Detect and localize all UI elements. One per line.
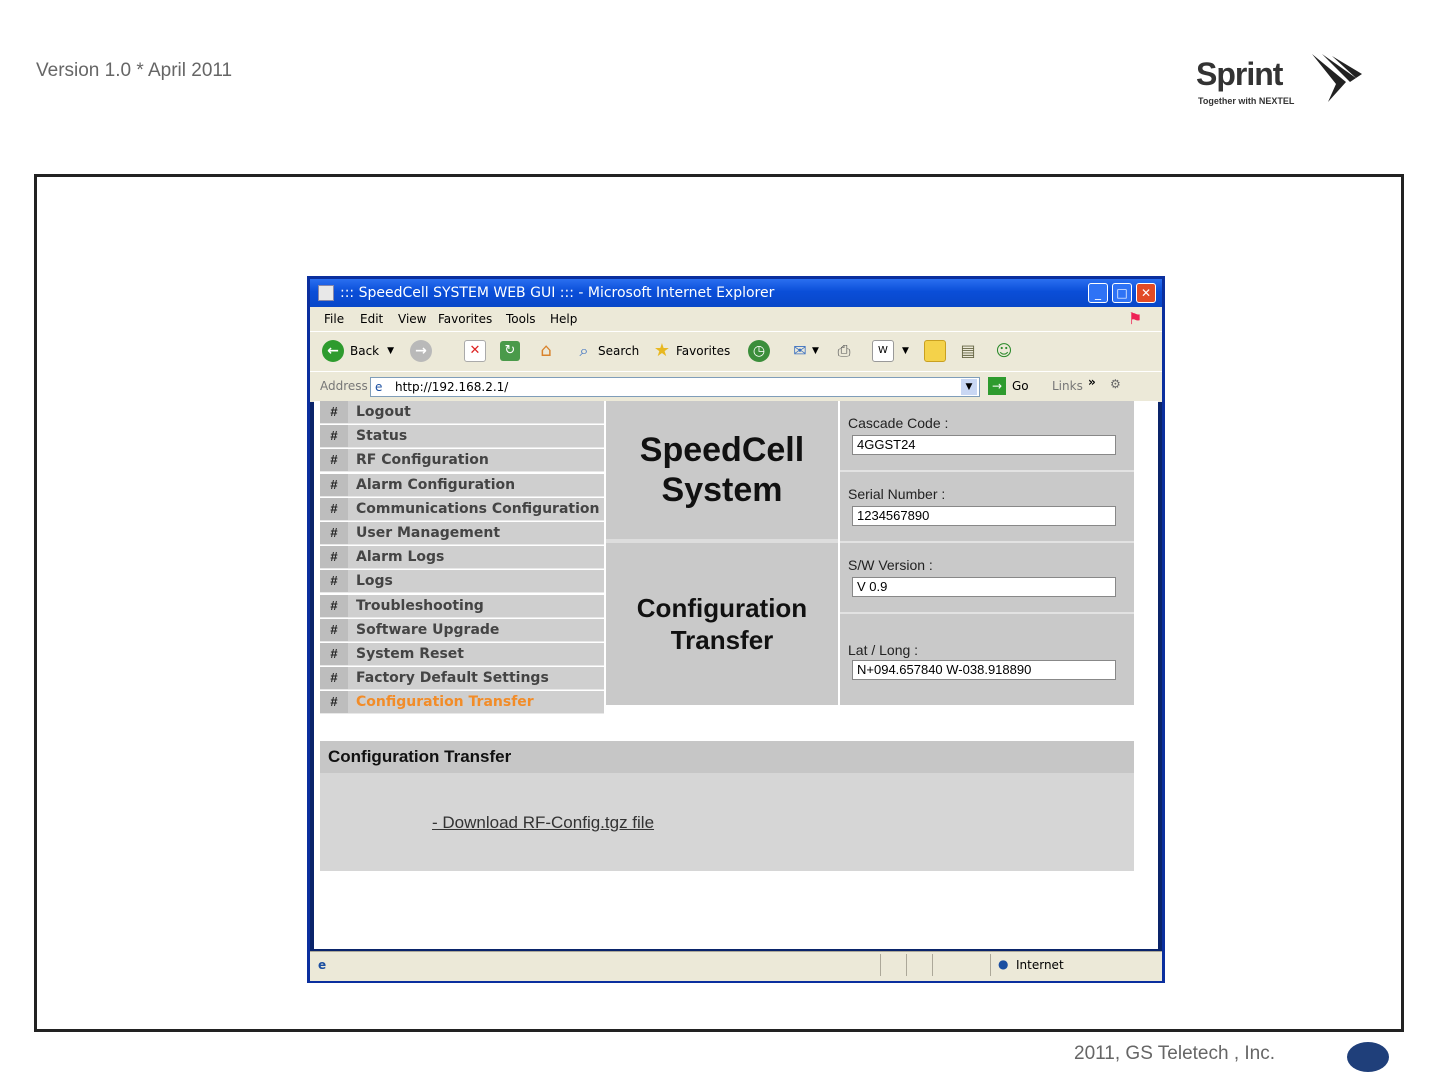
home-button[interactable] [536, 340, 556, 362]
zone-label: Internet [1016, 958, 1064, 972]
nav-item-label: Alarm Configuration [356, 476, 516, 493]
lat-long-label: Lat / Long : [848, 642, 919, 658]
version-text: Version 1.0 * April 2011 [36, 60, 233, 81]
address-label: Address [320, 379, 368, 393]
sw-version-cell [840, 543, 1134, 614]
page-number-badge [1347, 1042, 1389, 1072]
address-dropdown-icon[interactable]: ▼ [961, 379, 977, 395]
logo-tagline: Together with NEXTEL [1198, 96, 1295, 106]
forward-arrow-icon: → [410, 340, 432, 362]
nav-bullet: # [320, 449, 348, 471]
mail-button[interactable]: ✉ ▼ [790, 340, 819, 362]
nav-item[interactable] [320, 570, 604, 593]
page-heading [606, 543, 838, 705]
nav-item[interactable] [320, 425, 604, 448]
search-icon: ⌕ [579, 341, 589, 360]
research-button[interactable] [958, 340, 978, 362]
nav-item-label: Logs [356, 573, 393, 590]
print-icon: ⎙ [837, 341, 851, 360]
nav-bullet: # [320, 643, 348, 665]
nav-item[interactable] [320, 546, 604, 569]
note-icon [924, 340, 946, 362]
serial-number-field[interactable]: 1234567890 [852, 506, 1116, 526]
favorites-button[interactable] [652, 340, 730, 362]
back-arrow-icon: ← [322, 340, 344, 362]
nav-item-label: Communications Configuration [356, 500, 600, 517]
discuss-button[interactable] [924, 340, 946, 362]
go-button[interactable]: Go [1012, 379, 1029, 393]
menu-view[interactable]: View [398, 312, 427, 326]
chevron-right-icon[interactable]: » [1088, 375, 1096, 389]
nav-bullet: # [320, 667, 348, 689]
back-button[interactable] [322, 340, 394, 362]
nav-item[interactable] [320, 449, 604, 472]
menu-tools[interactable]: Tools [506, 312, 536, 326]
windows-flag-icon: ⚑ [1128, 309, 1143, 328]
stop-icon: ✕ [464, 340, 486, 362]
cascade-code-field[interactable]: 4GGST24 [852, 435, 1116, 455]
edit-button[interactable]: W ▼ [872, 340, 909, 362]
nav-menu [320, 401, 604, 715]
minimize-button[interactable]: _ [1088, 283, 1108, 303]
address-bar [310, 371, 1162, 402]
history-button[interactable] [748, 340, 770, 362]
nav-item[interactable] [320, 667, 604, 690]
maximize-button[interactable]: □ [1112, 283, 1132, 303]
favorites-star-icon: ★ [653, 340, 671, 361]
nav-item[interactable] [320, 522, 604, 545]
menu-file[interactable]: File [324, 312, 345, 326]
extension-icon[interactable]: ⚙ [1110, 377, 1121, 391]
nav-bullet: # [320, 425, 348, 447]
page-status-icon: e [318, 958, 327, 972]
nav-item-label: Logout [356, 404, 411, 420]
page-content [314, 401, 1158, 949]
config-transfer-section [320, 741, 1134, 871]
window-title: ::: SpeedCell SYSTEM WEB GUI ::: - Microsoft Internet Explorer [340, 285, 775, 301]
mail-icon: ✉ [793, 341, 807, 360]
menu-favorites[interactable]: Favorites [438, 312, 493, 326]
browser-window [307, 276, 1165, 983]
links-label[interactable]: Links [1052, 379, 1083, 393]
nav-item-label: System Reset [356, 645, 464, 662]
nav-item-label: RF Configuration [356, 452, 489, 469]
menu-edit[interactable]: Edit [360, 312, 384, 326]
globe-icon: ● [998, 957, 1009, 971]
nav-item-label: Software Upgrade [356, 621, 500, 638]
nav-bullet: # [320, 570, 348, 592]
sw-version-field[interactable]: V 0.9 [852, 577, 1116, 597]
page-heading-line-1: Configuration [636, 593, 808, 623]
brand-line-1: SpeedCell [639, 431, 805, 469]
title-bar[interactable] [310, 279, 1162, 307]
sprint-wing-icon [1306, 52, 1364, 104]
messenger-icon: ☺ [995, 341, 1013, 360]
address-value: http://192.168.2.1/ [395, 380, 509, 394]
close-button[interactable]: ✕ [1136, 283, 1156, 303]
search-button[interactable] [574, 340, 639, 362]
menu-bar [310, 307, 1162, 331]
section-title: Configuration Transfer [328, 747, 512, 766]
back-dropdown-icon[interactable]: ▼ [387, 346, 395, 356]
print-button[interactable] [834, 340, 854, 362]
refresh-button[interactable] [500, 340, 520, 362]
lat-long-cell [840, 614, 1134, 705]
nav-item[interactable] [320, 691, 604, 714]
history-icon: ◷ [748, 340, 770, 362]
nav-item-label: Factory Default Settings [356, 670, 549, 687]
cascade-code-label: Cascade Code : [848, 415, 949, 431]
search-label: Search [598, 344, 640, 358]
menu-help[interactable]: Help [550, 312, 578, 326]
favorites-label: Favorites [676, 344, 731, 358]
go-arrow-icon[interactable]: → [988, 377, 1006, 395]
status-bar [310, 951, 1162, 981]
brand-title [606, 401, 838, 539]
serial-number-cell [840, 472, 1134, 543]
download-rf-config-link[interactable]: - Download RF-Config.tgz file [432, 813, 655, 832]
lat-long-field[interactable]: N+094.657840 W-038.918890 [852, 660, 1116, 680]
stop-button[interactable] [464, 340, 486, 362]
home-icon: ⌂ [540, 340, 552, 361]
sprint-logo [1196, 52, 1366, 112]
ie-page-icon [318, 285, 334, 301]
cascade-code-cell [840, 401, 1134, 472]
sw-version-label: S/W Version : [848, 557, 933, 573]
page-heading-line-2: Transfer [670, 625, 774, 655]
edit-icon: W [872, 340, 894, 362]
nav-item-label: Alarm Logs [356, 549, 445, 566]
serial-number-label: Serial Number : [848, 486, 946, 502]
nav-item[interactable] [320, 595, 604, 618]
refresh-icon: ↻ [500, 341, 520, 361]
nav-item-label: Status [356, 428, 408, 445]
nav-item[interactable] [320, 474, 604, 497]
nav-item-label: Troubleshooting [356, 597, 484, 614]
logo-word: Sprint [1196, 56, 1283, 92]
forward-button[interactable] [410, 340, 432, 362]
footer-text: 2011, GS Teletech , Inc. [1074, 1043, 1276, 1064]
brand-panel [606, 401, 838, 705]
toolbar [310, 331, 1162, 372]
device-info-panel [840, 401, 1134, 705]
nav-bullet: # [320, 474, 348, 496]
back-label: Back [350, 344, 380, 358]
nav-item[interactable] [320, 498, 604, 521]
nav-item-label: User Management [356, 524, 501, 541]
nav-bullet: # [320, 595, 348, 617]
nav-bullet: # [320, 498, 348, 520]
nav-bullet: # [320, 522, 348, 544]
nav-bullet: # [320, 401, 348, 423]
research-icon: ▤ [960, 341, 976, 360]
nav-bullet: # [320, 619, 348, 641]
section-header [320, 741, 1134, 773]
nav-bullet: # [320, 546, 348, 568]
nav-item-label: Configuration Transfer [356, 694, 534, 711]
nav-bullet: # [320, 691, 348, 713]
brand-line-2: System [661, 471, 783, 509]
messenger-button[interactable] [994, 340, 1014, 362]
address-input[interactable] [370, 377, 980, 397]
nav-item[interactable] [320, 643, 604, 666]
nav-item[interactable] [320, 619, 604, 642]
nav-item[interactable] [320, 401, 604, 424]
page-icon: e [375, 380, 383, 394]
